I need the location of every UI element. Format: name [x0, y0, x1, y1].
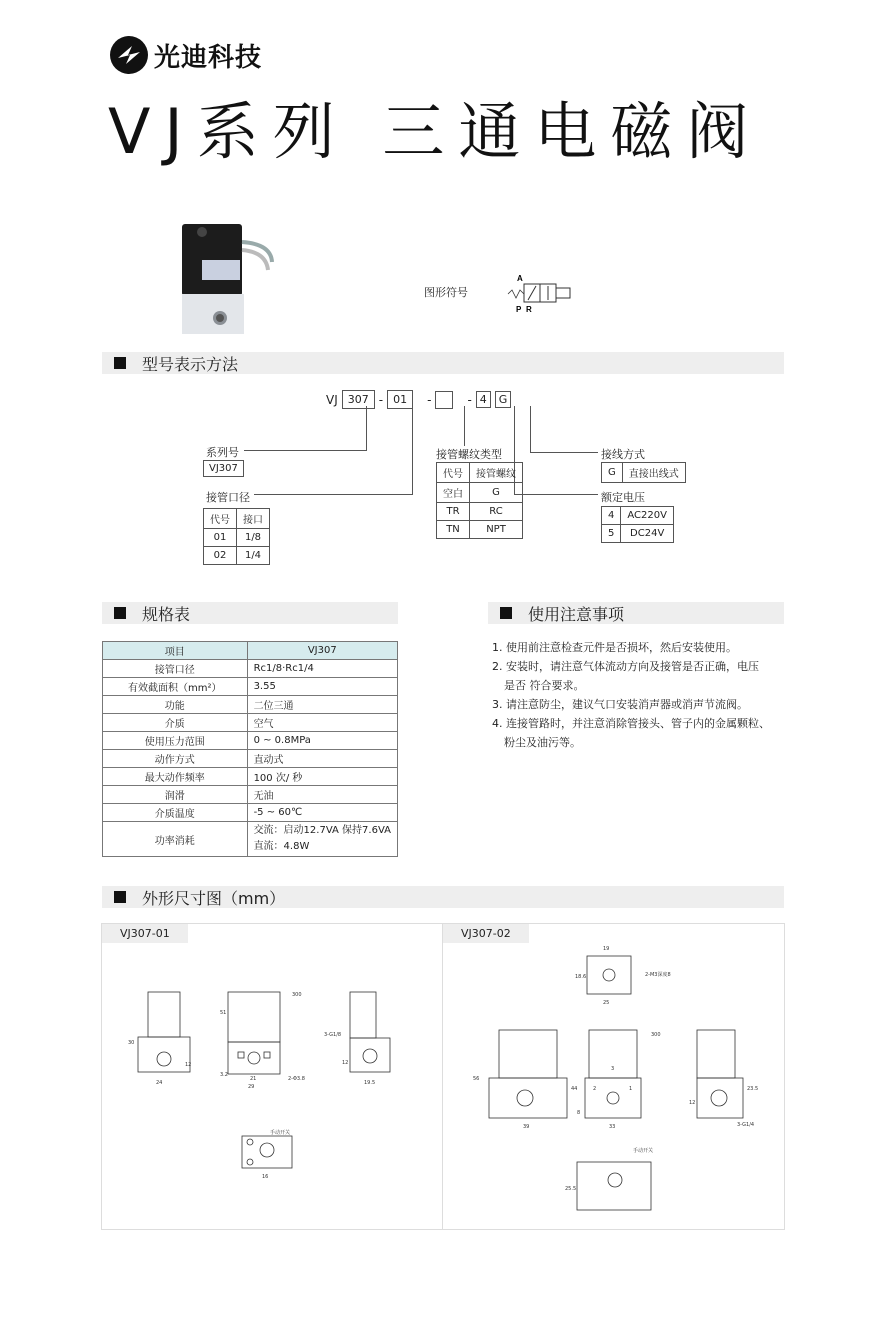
- spec-value: 100 次/ 秒: [247, 768, 397, 786]
- spec-item: 最大动作频率: [103, 768, 248, 786]
- table-cell: 空白: [437, 483, 470, 503]
- spec-item: 使用压力范围: [103, 732, 248, 750]
- leader-line: [244, 450, 367, 451]
- section-model-title: 型号表示方法: [142, 354, 239, 374]
- dim-number: 18.6: [575, 974, 587, 980]
- dims-right-tab: VJ307-02: [443, 924, 529, 943]
- spec-value: 空气: [247, 714, 397, 732]
- series-value: VJ307: [203, 460, 244, 477]
- thread-table: [436, 462, 523, 539]
- leader-line: [464, 406, 465, 446]
- dim-number: 300: [651, 1032, 661, 1038]
- dims-left-drawing: [122, 984, 432, 1214]
- dim-number: 手动开关: [270, 1130, 291, 1136]
- leader-line: [412, 406, 413, 494]
- table-cell: 5: [602, 525, 621, 543]
- wiring-label: 接线方式: [601, 448, 645, 461]
- dim-number: 12: [689, 1100, 696, 1106]
- model-dash: -: [427, 392, 432, 407]
- dim-number: 33: [609, 1124, 616, 1130]
- dim-number: 23.5: [747, 1086, 759, 1092]
- dim-number: 3.2: [220, 1072, 228, 1078]
- spec-item: 润滑: [103, 786, 248, 804]
- dims-right-panel: [442, 923, 785, 1230]
- spec-value: -5 ~ 60℃: [247, 804, 397, 822]
- spec-item: 有效截面积（mm²）: [103, 678, 248, 696]
- leader-line: [254, 494, 413, 495]
- dim-number: 24: [156, 1080, 163, 1086]
- dim-number: 16: [262, 1174, 269, 1180]
- dims-left-panel: [101, 923, 443, 1230]
- spec-table: [102, 641, 398, 857]
- dim-number: 25: [603, 1000, 610, 1006]
- dim-number: 3: [611, 1066, 615, 1072]
- spec-value: 二位三通: [247, 696, 397, 714]
- spec-value: [247, 822, 397, 857]
- table-cell: AC220V: [621, 507, 674, 525]
- note-line: 4. 连接管路时，并注意消除管接头、管子内的金属颗粒、: [492, 717, 770, 730]
- dims-right-drawing: [463, 940, 773, 1225]
- table-header: 代号: [204, 509, 237, 529]
- spec-value: Rc1/8·Rc1/4: [247, 660, 397, 678]
- dim-number: 300: [292, 992, 302, 998]
- valve-symbol-icon: [506, 272, 576, 318]
- series-label: 系列号: [206, 446, 239, 459]
- spec-item: 功能: [103, 696, 248, 714]
- table-cell: G: [602, 463, 623, 483]
- table-cell: 1/4: [237, 547, 270, 565]
- dim-number: 51: [220, 1010, 227, 1016]
- brand-mark-icon: [110, 36, 148, 74]
- notes-list: [492, 638, 782, 752]
- power-ac: 交流：启动12.7VA 保持7.6VA: [253, 825, 391, 836]
- section-dims-bar: [102, 886, 784, 908]
- thread-label: 接管螺纹类型: [436, 448, 502, 461]
- table-cell: 直接出线式: [622, 463, 685, 483]
- model-series-box: 307: [342, 390, 375, 409]
- square-bullet-icon: [500, 607, 512, 619]
- port-letter-r: R: [526, 305, 532, 314]
- square-bullet-icon: [114, 607, 126, 619]
- table-cell: 02: [204, 547, 237, 565]
- table-cell: 4: [602, 507, 621, 525]
- dim-number: 21: [250, 1076, 257, 1082]
- dim-number: 8: [577, 1110, 581, 1116]
- dim-number: 2: [593, 1086, 597, 1092]
- dim-number: 29: [248, 1084, 255, 1090]
- dim-number: 2-M3深度8: [645, 972, 671, 978]
- table-cell: TR: [437, 503, 470, 521]
- voltage-label: 额定电压: [601, 491, 645, 504]
- square-bullet-icon: [114, 357, 126, 369]
- dim-number: 2-Φ3.8: [288, 1076, 305, 1082]
- spec-item: 功率消耗: [103, 822, 248, 857]
- note-line: 2. 安装时，请注意气体流动方向及接管是否正确，电压: [492, 660, 759, 673]
- leader-line: [366, 406, 367, 450]
- spec-item: 介质: [103, 714, 248, 732]
- brand-name: 光迪科技: [154, 42, 263, 73]
- table-header: VJ307: [247, 642, 397, 660]
- section-spec-bar: [102, 602, 398, 624]
- port-label: 接管口径: [206, 491, 250, 504]
- spec-item: 接管口径: [103, 660, 248, 678]
- leader-line: [530, 406, 531, 452]
- table-cell: 01: [204, 529, 237, 547]
- spec-value: 无油: [247, 786, 397, 804]
- dim-number: 12: [185, 1062, 192, 1068]
- symbol-label: 图形符号: [424, 286, 468, 299]
- port-table: [203, 508, 270, 565]
- table-cell: NPT: [470, 521, 523, 539]
- note-line: 3. 请注意防尘，建议气口安装消声器或消声节流阀。: [492, 698, 748, 711]
- note-line: 是否 符合要求。: [504, 679, 585, 692]
- dim-number: 56: [473, 1076, 480, 1082]
- section-model-bar: [102, 352, 784, 374]
- dim-number: 19: [603, 946, 610, 952]
- table-cell: DC24V: [621, 525, 674, 543]
- voltage-table: [601, 506, 674, 543]
- dim-number: 44: [571, 1086, 578, 1092]
- section-notes-bar: [488, 602, 784, 624]
- model-voltage-box: 4: [476, 391, 491, 408]
- spec-value: 0 ~ 0.8MPa: [247, 732, 397, 750]
- note-line: 1. 使用前注意检查元件是否损坏，然后安装使用。: [492, 641, 737, 654]
- power-dc: 直流：4.8W: [253, 841, 310, 852]
- dim-number: 3-G1/4: [737, 1122, 755, 1128]
- table-header: 接口: [237, 509, 270, 529]
- table-header: 接管螺纹: [470, 463, 523, 483]
- model-dash: -: [467, 392, 472, 407]
- model-wiring-box: G: [495, 391, 512, 408]
- section-notes-title: 使用注意事项: [528, 604, 625, 624]
- square-bullet-icon: [114, 891, 126, 903]
- table-cell: G: [470, 483, 523, 503]
- spec-value: 3.55: [247, 678, 397, 696]
- table-header: 项目: [103, 642, 248, 660]
- spec-item: 动作方式: [103, 750, 248, 768]
- section-spec-title: 规格表: [142, 604, 191, 624]
- dim-number: 3-G1/8: [324, 1032, 342, 1038]
- dim-number: 12: [342, 1060, 349, 1066]
- section-dims-title: 外形尺寸图（mm）: [142, 888, 286, 908]
- note-line: 粉尘及油污等。: [504, 736, 581, 749]
- dim-number: 39: [523, 1124, 530, 1130]
- model-prefix: VJ: [326, 392, 338, 407]
- model-thread-box: [435, 391, 453, 409]
- model-dash: -: [378, 392, 384, 407]
- table-cell: 1/8: [237, 529, 270, 547]
- dim-number: 19.5: [364, 1080, 376, 1086]
- spec-value: 直动式: [247, 750, 397, 768]
- model-port-box: 01: [387, 390, 413, 409]
- spec-item: 介质温度: [103, 804, 248, 822]
- table-header: 代号: [437, 463, 470, 483]
- product-photo: [176, 222, 276, 346]
- dim-number: 30: [128, 1040, 135, 1046]
- port-letter-a: A: [517, 274, 523, 283]
- dims-left-tab: VJ307-01: [102, 924, 188, 943]
- table-cell: RC: [470, 503, 523, 521]
- dim-number: 手动开关: [633, 1148, 654, 1154]
- wiring-table: [601, 462, 686, 483]
- model-code: [326, 390, 511, 409]
- port-letter-p: P: [516, 305, 522, 314]
- page-title: VJ系列 三通电磁阀: [108, 95, 763, 168]
- leader-line: [514, 494, 598, 495]
- dim-number: 1: [629, 1086, 633, 1092]
- leader-line: [530, 452, 598, 453]
- dim-number: 25.5: [565, 1186, 577, 1192]
- brand-logo: [110, 36, 262, 74]
- table-cell: TN: [437, 521, 470, 539]
